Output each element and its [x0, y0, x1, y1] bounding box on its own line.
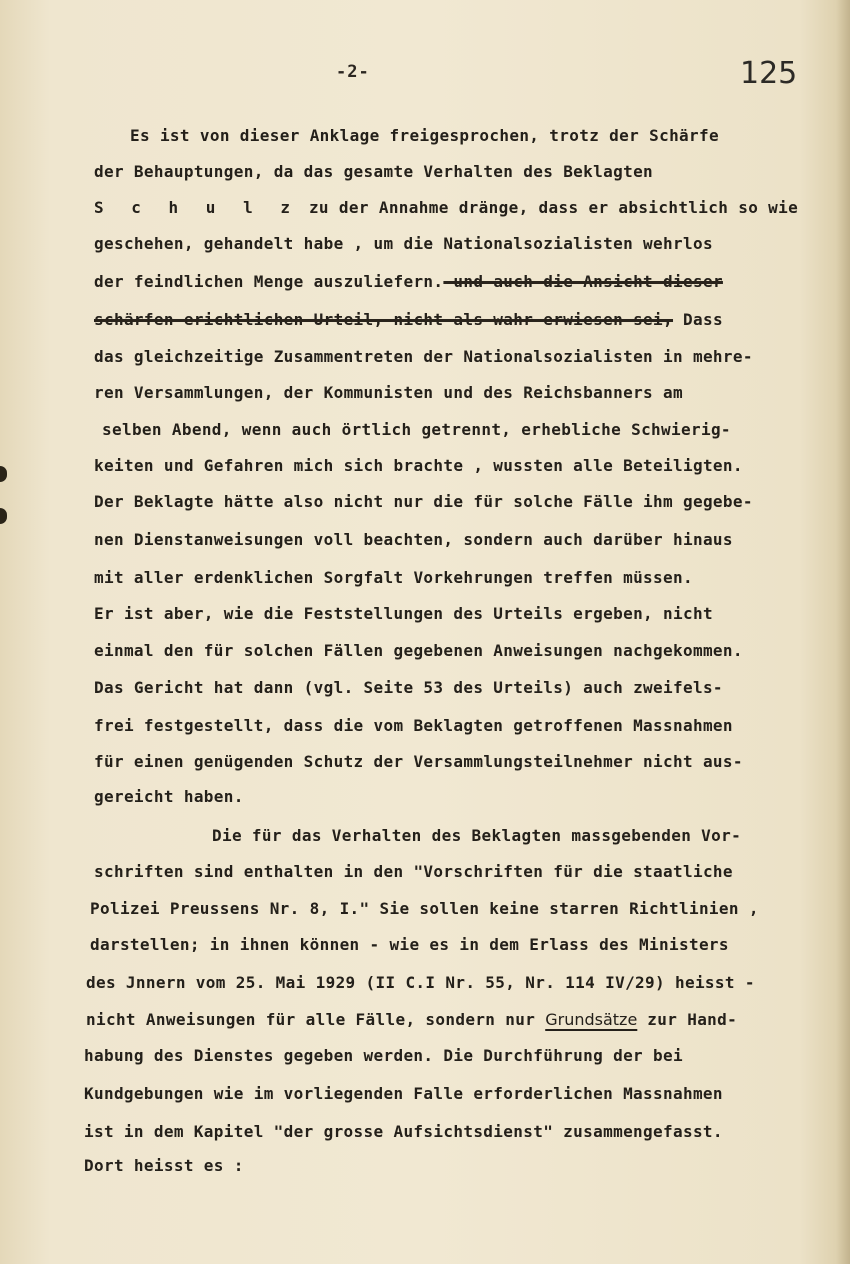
text-line [94, 787, 244, 807]
text-line [94, 568, 693, 588]
struck-through-text: -und auch die Ansicht dieser [443, 272, 723, 291]
text-line [94, 641, 743, 661]
text-segment: gereicht haben. [94, 787, 244, 806]
text-segment: Die für das Verhalten des Beklagten massgebenden Vor- [212, 826, 742, 845]
text-segment: nen Dienstanweisungen voll beachten, sondern auch darüber hinaus [94, 530, 733, 549]
text-line [130, 126, 719, 146]
text-line [94, 383, 683, 403]
text-segment: Dort heisst es : [84, 1156, 244, 1175]
text-line [94, 162, 653, 182]
text-line [94, 678, 723, 698]
text-segment: des Jnnern vom 25. Mai 1929 (II C.I Nr. 55, Nr. 114 IV/29) heisst - [86, 973, 755, 992]
text-segment: für einen genügenden Schutz der Versammlungsteilnehmer nicht aus- [94, 752, 743, 771]
text-segment: selben Abend, wenn auch örtlich getrennt, erhebliche Schwierig- [102, 420, 731, 439]
text-segment: zur Hand- [637, 1010, 738, 1029]
text-segment: Es ist von dieser Anklage freigesprochen, trotz der Schärfe [130, 126, 719, 145]
text-line [84, 1122, 723, 1142]
text-segment: das gleichzeitige Zusammentreten der Nationalsozialisten in mehre- [94, 347, 753, 366]
text-segment: ren Versammlungen, der Kommunisten und des Reichsbanners am [94, 383, 683, 402]
text-segment: ist in dem Kapitel "der grosse Aufsichtsdienst" zusammengefasst. [84, 1122, 723, 1141]
punch-hole-mark [0, 508, 7, 524]
text-segment: darstellen; in ihnen können - wie es in dem Erlass des Ministers [90, 935, 729, 954]
text-line [94, 716, 733, 736]
text-segment: Dass [673, 310, 723, 329]
folio-number: 125 [740, 56, 798, 91]
text-segment: Das Gericht hat dann (vgl. Seite 53 des Urteils) auch zweifels- [94, 678, 723, 697]
text-line [90, 935, 729, 955]
punch-hole-mark [0, 466, 7, 482]
text-line [84, 1046, 683, 1066]
text-segment: der feindlichen Menge auszuliefern. [94, 272, 444, 291]
text-line [94, 604, 713, 624]
text-segment: Er ist aber, wie die Feststellungen des Urteils ergeben, nicht [94, 604, 713, 623]
text-line [94, 456, 743, 476]
text-line [94, 272, 723, 292]
text-line [94, 347, 753, 367]
text-segment: habung des Dienstes gegeben werden. Die Durchführung der bei [84, 1046, 683, 1065]
text-segment: einmal den für solchen Fällen gegebenen Anweisungen nachgekommen. [94, 641, 743, 660]
page-marker: -2- [336, 62, 370, 82]
text-segment: Kundgebungen wie im vorliegenden Falle erforderlichen Massnahmen [84, 1084, 723, 1103]
text-line [86, 1010, 737, 1030]
struck-through-text: schärfen erichtlichen Urteil, nicht als wahr erwiesen sei, [94, 310, 674, 329]
text-line [84, 1156, 244, 1176]
spaced-name-schulz: S c h u l z [94, 198, 299, 217]
text-segment: Der Beklagte hätte also nicht nur die für solche Fälle ihm gegebe- [94, 492, 753, 511]
text-line [94, 752, 743, 772]
text-segment: zu der Annahme dränge, dass er absichtlich so wie [298, 198, 799, 217]
underlined-term: Grundsätze [545, 1010, 638, 1029]
text-line [84, 1084, 723, 1104]
text-segment: Polizei Preussens Nr. 8, I." Sie sollen keine starren Richtlinien , [90, 899, 759, 918]
text-segment: schriften sind enthalten in den "Vorschriften für die staatliche [94, 862, 733, 881]
text-line [212, 826, 741, 846]
text-line [86, 973, 755, 993]
page-edge-shadow [836, 0, 850, 1264]
text-line [94, 492, 753, 512]
text-segment: geschehen, gehandelt habe , um die Nationalsozialisten wehrlos [94, 234, 713, 253]
text-segment: der Behauptungen, da das gesamte Verhalten des Beklagten [94, 162, 654, 181]
text-line [102, 420, 731, 440]
text-line [90, 899, 759, 919]
text-segment: frei festgestellt, dass die vom Beklagten getroffenen Massnahmen [94, 716, 733, 735]
text-line [94, 862, 733, 882]
text-segment: nicht Anweisungen für alle Fälle, sondern nur [86, 1010, 546, 1029]
text-line [94, 530, 733, 550]
text-segment: keiten und Gefahren mich sich brachte , wussten alle Beteiligten. [94, 456, 743, 475]
text-line [94, 198, 798, 218]
text-segment: mit aller erdenklichen Sorgfalt Vorkehrungen treffen müssen. [94, 568, 693, 587]
text-line [94, 234, 713, 254]
text-line [94, 310, 723, 330]
